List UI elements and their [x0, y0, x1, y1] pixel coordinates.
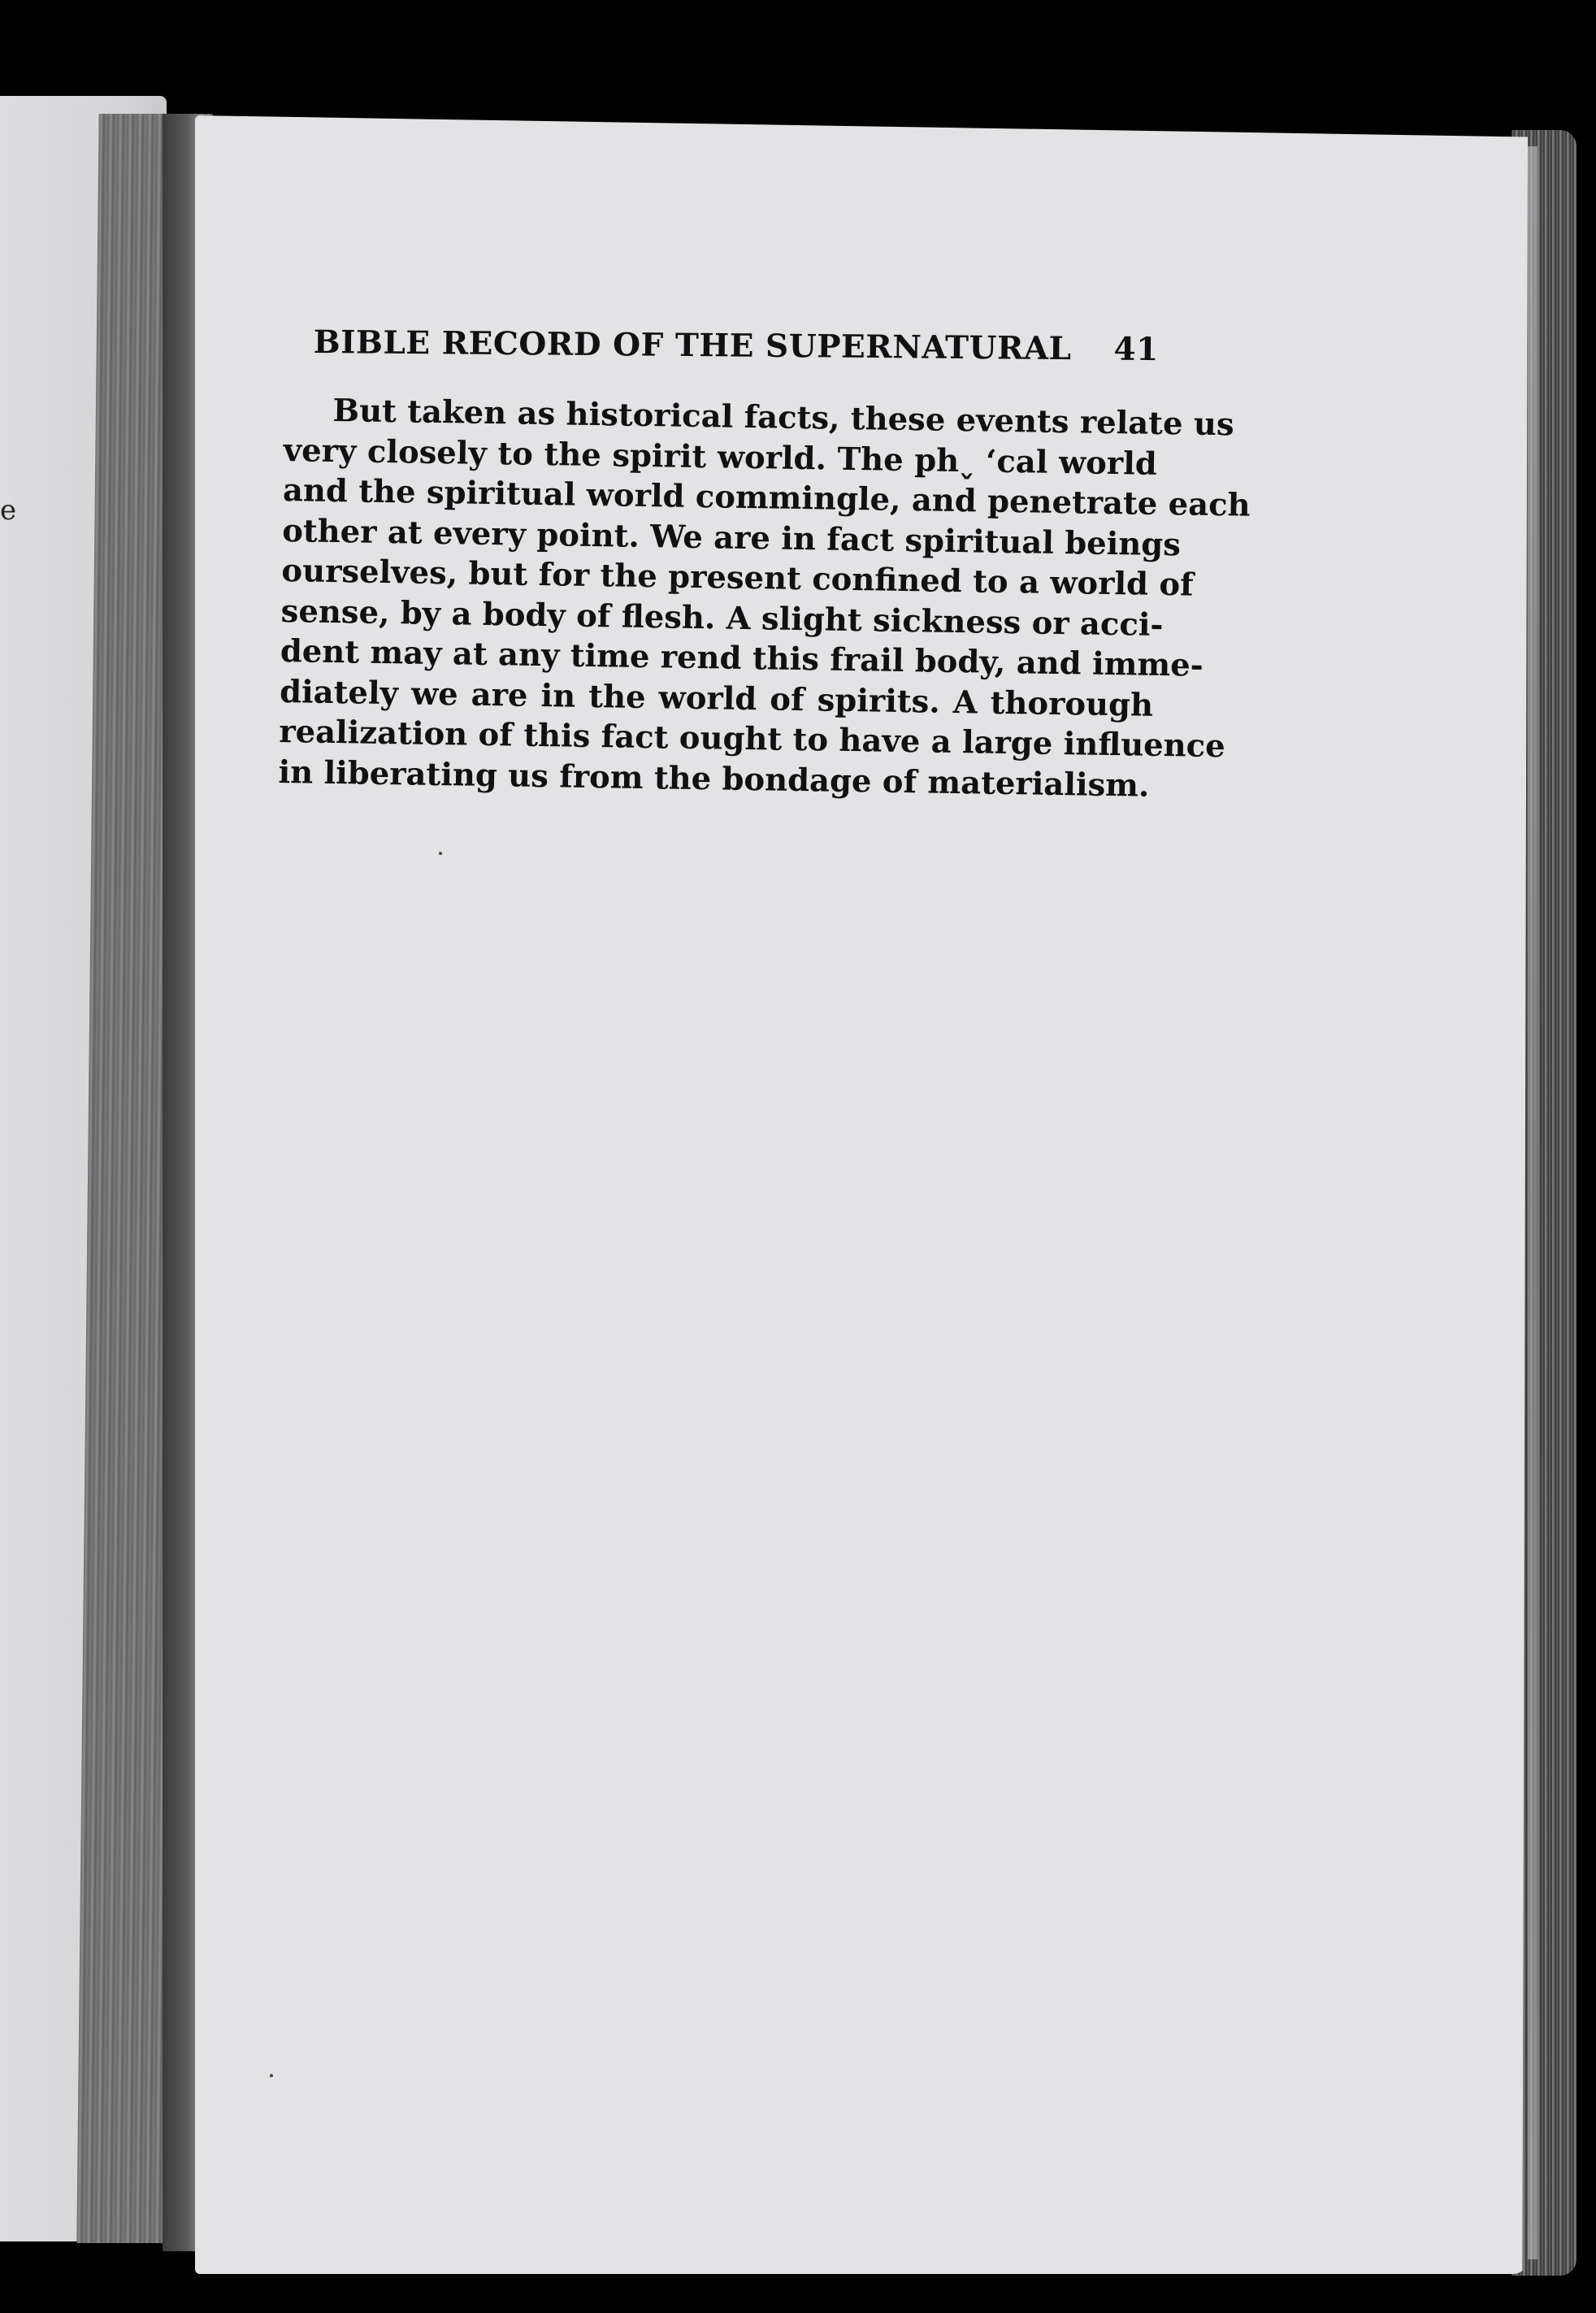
paragraph-line: diately we are in the world of spirits. A thorough — [279, 673, 1154, 724]
left-page-text-fragment: e — [0, 494, 17, 527]
paragraph-line: other at every point. We are in fact spiritual beings — [281, 512, 1182, 563]
body-paragraph — [278, 390, 1251, 806]
paragraph-line: very closely to the spirit world. The ph˯ ʻcal world — [283, 432, 1158, 483]
paragraph-line: But taken as historical facts, these events relate us — [332, 392, 1234, 444]
paragraph-line: sense, by a body of flesh. A slight sickness or acci- — [280, 592, 1164, 644]
page-fore-edge-highlight — [1528, 146, 1537, 2259]
paper-speck — [270, 2074, 273, 2077]
page-number: 41 — [1113, 330, 1159, 369]
paragraph-line: realization of this fact ought to have a large influence — [279, 713, 1226, 766]
paragraph-line: in liberating us from the bondage of materialism. — [278, 753, 1150, 805]
paragraph-line: and the spiritual world commingle, and penetrate each — [282, 471, 1251, 524]
paragraph-line: dent may at any time rend this frail body, and imme- — [280, 632, 1204, 684]
running-title: BIBLE RECORD OF THE SUPERNATURAL — [313, 323, 1072, 368]
page-header — [314, 323, 1159, 368]
paragraph-line: ourselves, but for the present confined to a world of — [281, 552, 1195, 604]
paper-speck — [439, 852, 442, 855]
